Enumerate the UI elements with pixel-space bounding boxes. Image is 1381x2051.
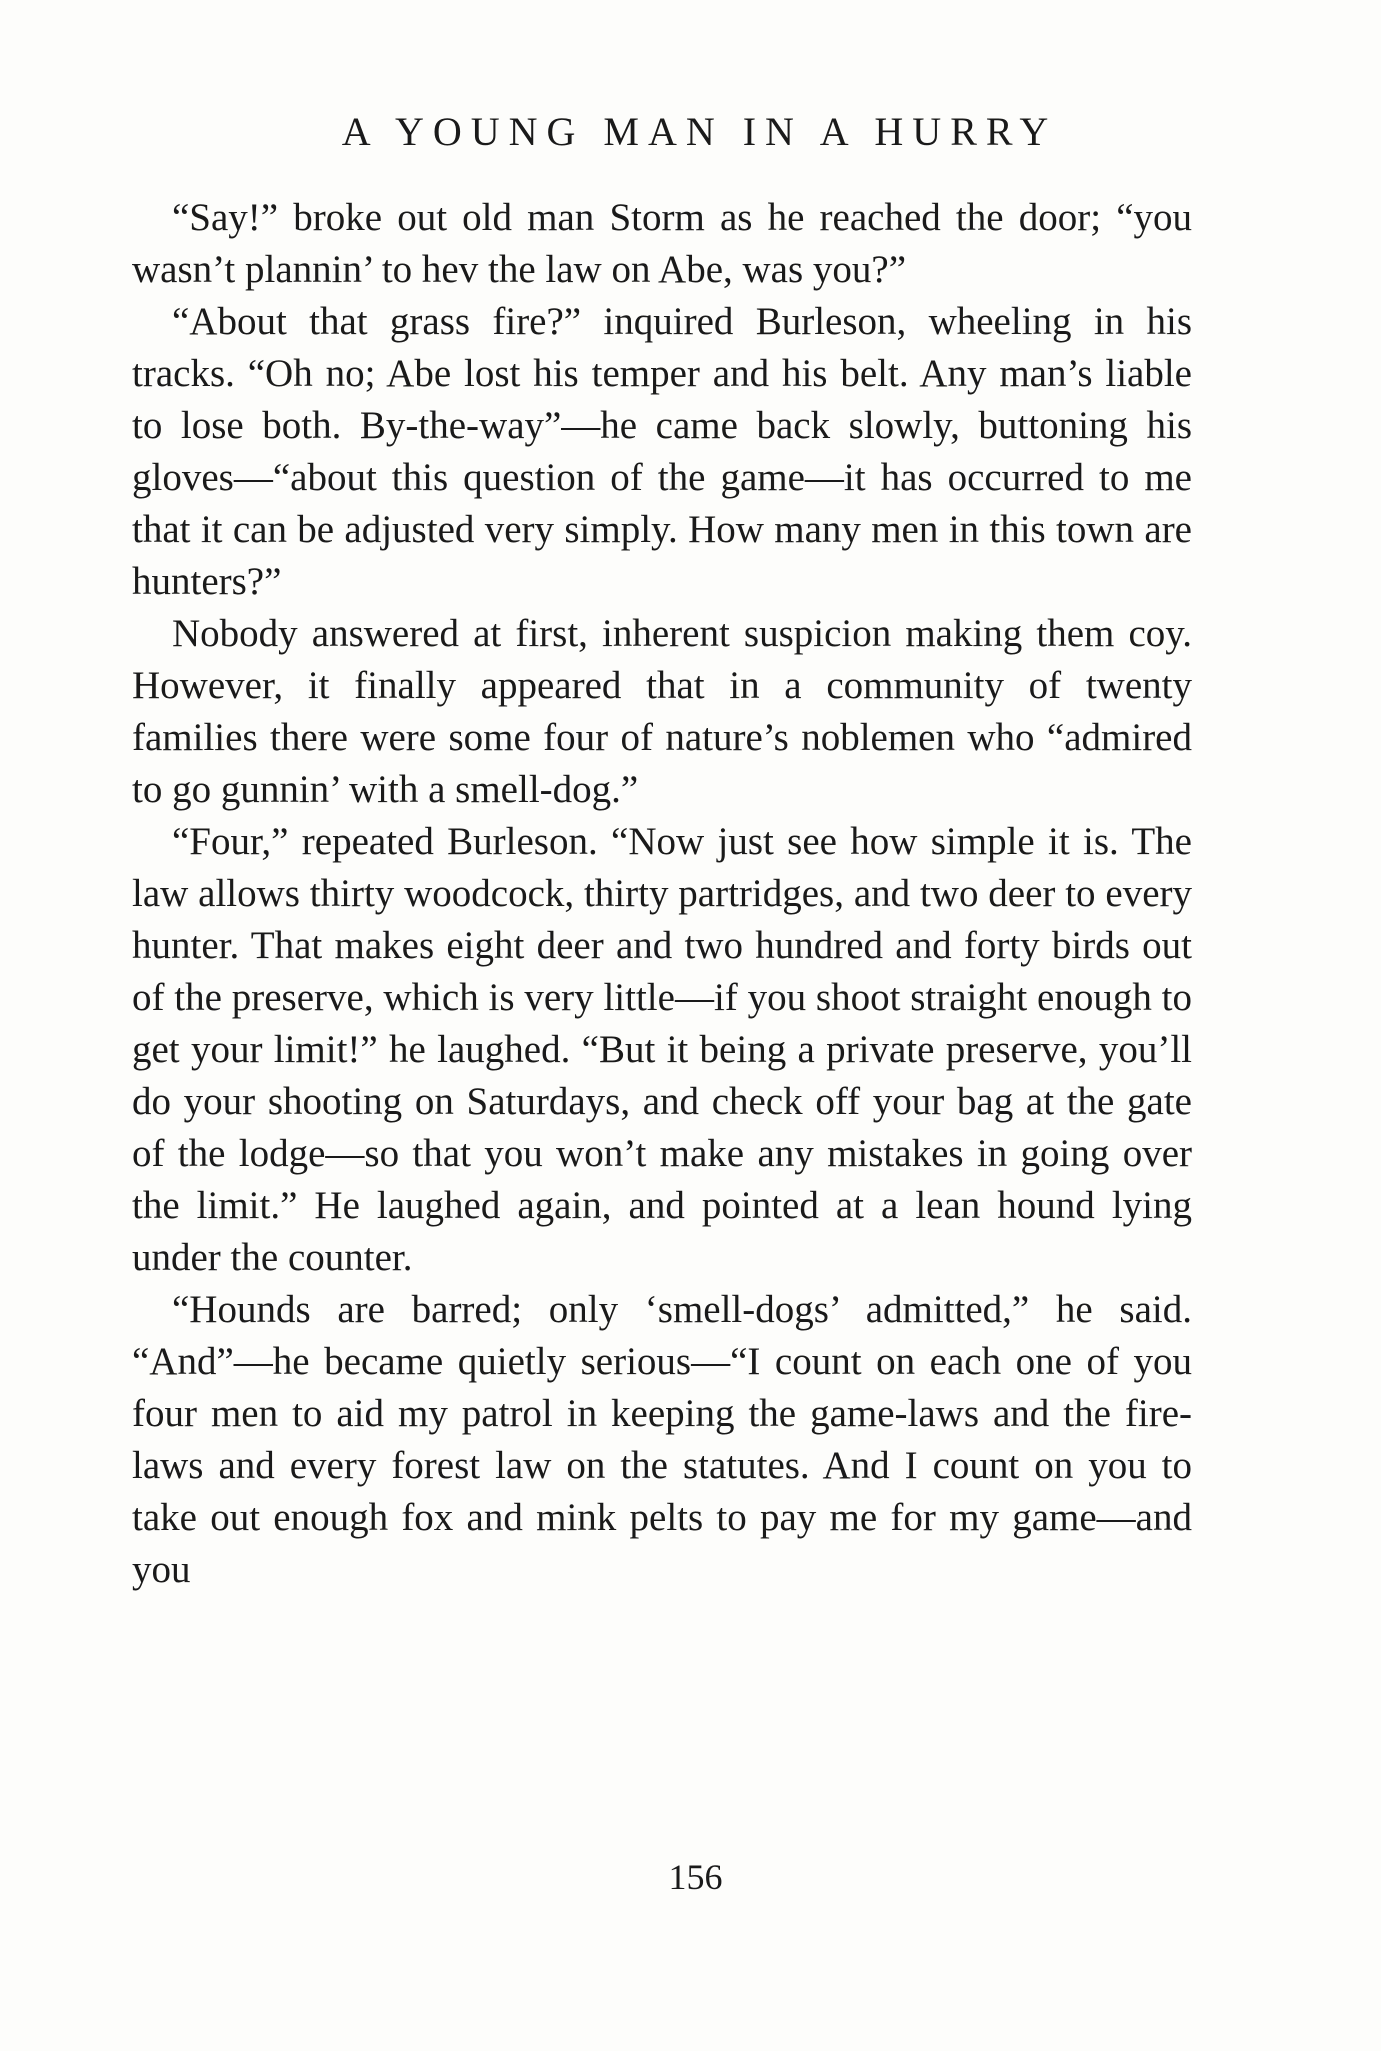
paragraph: Nobody answered at first, inherent suspicion making them coy. However, it finally appeared that in a community of twenty families there were some four of nature’s noblemen who “admired to go gunnin’ with a smell-dog.” bbox=[132, 612, 1192, 811]
page-number: 156 bbox=[668, 1857, 723, 1897]
paragraph: “Say!” broke out old man Storm as he reached the door; “you wasn’t plannin’ to hev the law on Abe, was you?” bbox=[132, 196, 1192, 291]
paragraph: “About that grass fire?” inquired Burleson, wheeling in his tracks. “Oh no; Abe lost his temper and his belt. Any man’s liable to lose both. By-the-way”—he came back slowly, buttoning his gloves—“about this question of the game—it has occurred to me that it can be adjusted very simply. How many men in this town are hunters?” bbox=[132, 300, 1192, 603]
paragraph: “Hounds are barred; only ‘smell-dogs’ admitted,” he said. “And”—he became quietly serious—“I count on each one of you four men to aid my patrol in keeping the game-laws and the fire-laws and every forest law on the statutes. And I count on you to take out enough fox and mink pelts to pay me for my game—and you bbox=[132, 1288, 1192, 1591]
paragraph: “Four,” repeated Burleson. “Now just see how simple it is. The law allows thirty woodcock, thirty partridges, and two deer to every hunter. That makes eight deer and two hundred and forty birds out of the preserve, which is very little—if you shoot straight enough to get your limit!” he laughed. “But it being a private preserve, you’ll do your shooting on Saturdays, and check off your bag at the gate of the lodge—so that you won’t make any mistakes in going over the limit.” He laughed again, and pointed at a lean hound lying under the counter. bbox=[132, 820, 1192, 1279]
running-head: A YOUNG MAN IN A HURRY bbox=[341, 109, 1058, 154]
body-text bbox=[132, 192, 1192, 1596]
